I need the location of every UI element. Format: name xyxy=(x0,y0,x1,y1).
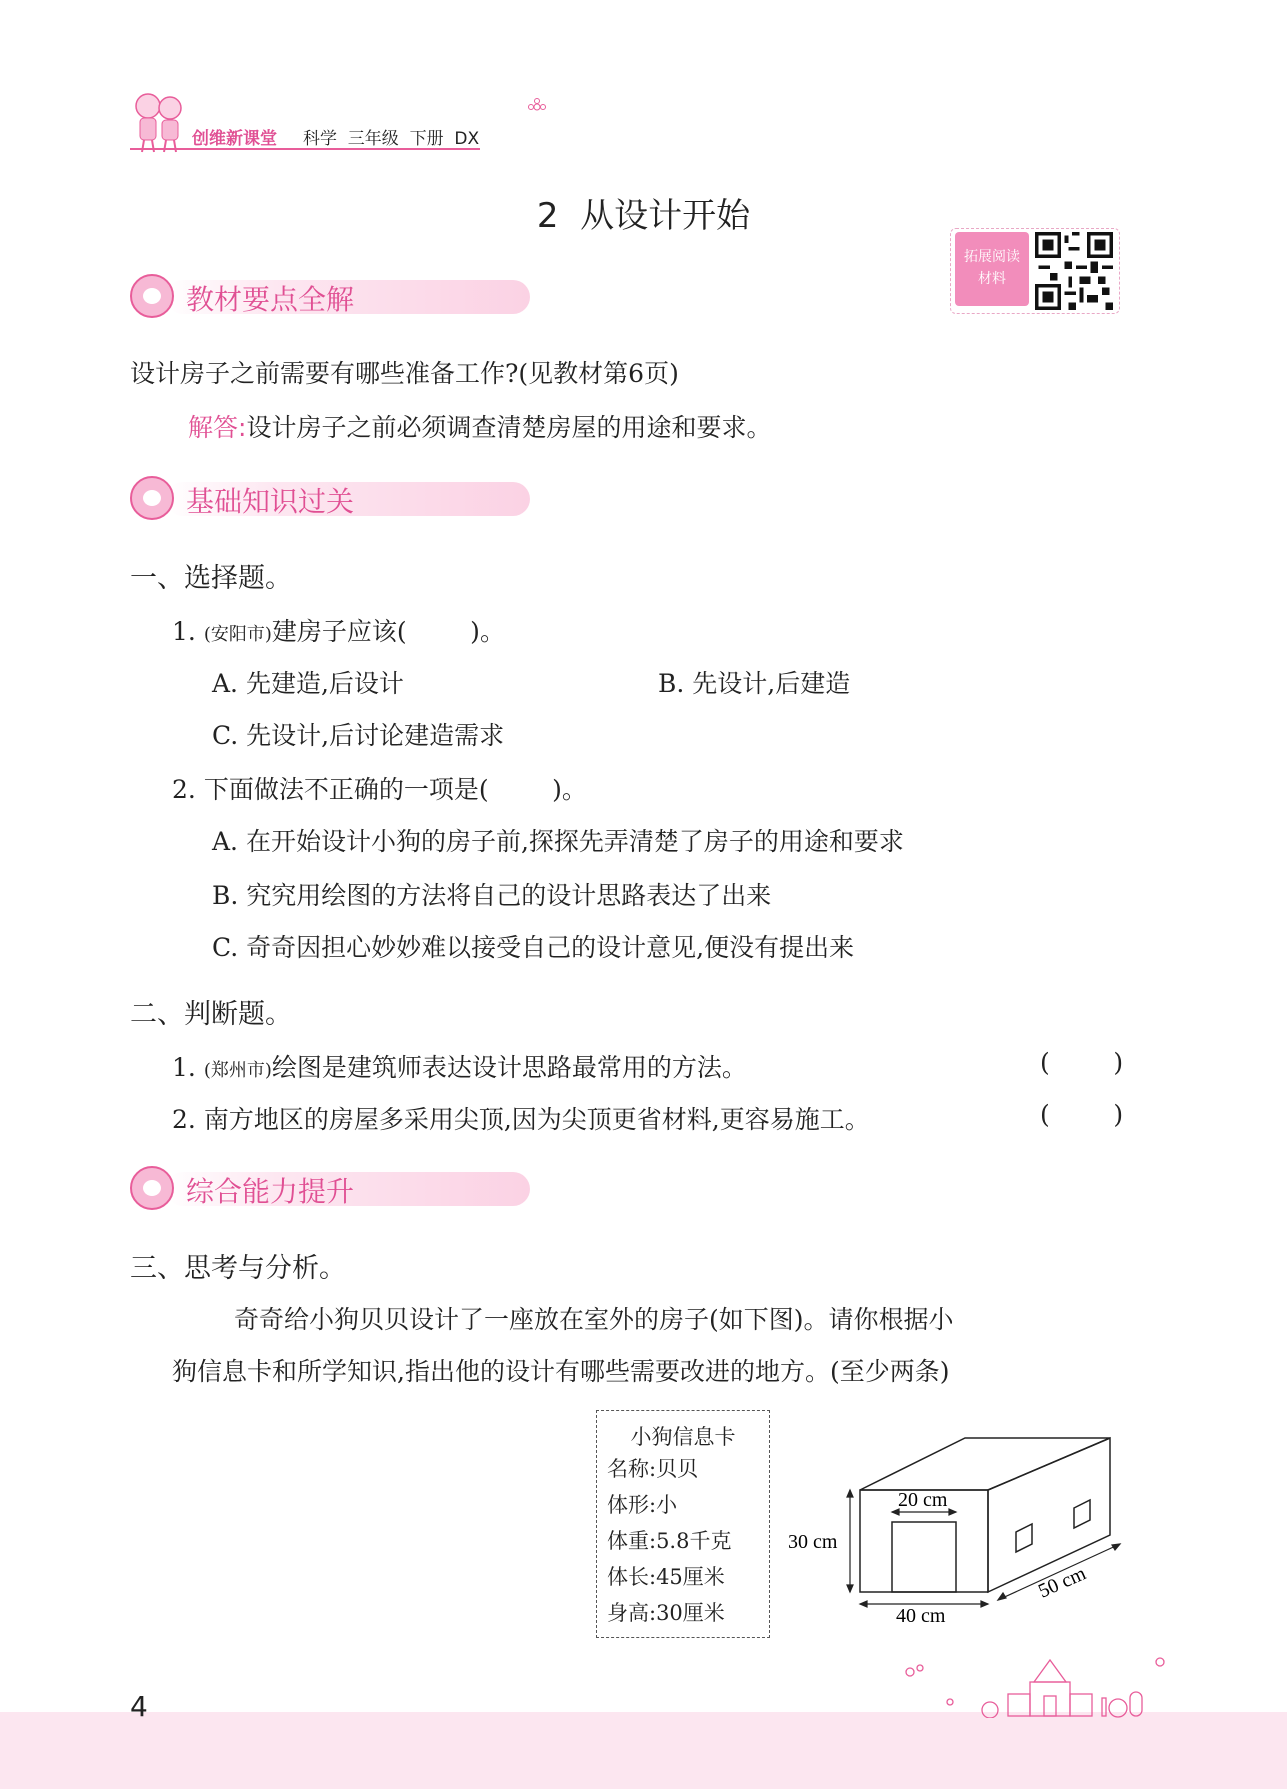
house-window-1 xyxy=(1016,1524,1032,1552)
mascot-icon xyxy=(130,1166,174,1210)
part2-heading: 二、判断题。 xyxy=(130,999,292,1030)
section-title: 教材要点全解 xyxy=(186,283,355,316)
card-line-length: 体长:45厘米 xyxy=(607,1565,725,1589)
house-side-face xyxy=(988,1438,1110,1592)
question-text: 建房子应该( )。 xyxy=(271,617,505,646)
header-meta: 科学 三年级 下册 DX xyxy=(303,129,480,149)
answer-text: 设计房子之前必须调查清楚房屋的用途和要求。 xyxy=(246,413,772,442)
question-2 xyxy=(172,770,587,806)
option-b[interactable]: B. 究究用绘图的方法将自己的设计思路表达了出来 xyxy=(212,881,772,910)
judge-question-2 xyxy=(172,1100,870,1136)
question-text: 南方地区的房屋多采用尖顶,因为尖顶更省材料,更容易施工。 xyxy=(203,1105,870,1134)
door-width-label: 20 cm xyxy=(898,1489,948,1511)
castle-decoration-icon xyxy=(890,1652,1170,1718)
card-line-height: 身高:30厘米 xyxy=(607,1601,725,1625)
key-answer xyxy=(188,408,771,444)
footer-band xyxy=(0,1712,1287,1789)
header-brand: 创维新课堂 xyxy=(192,129,277,149)
mascot-icon xyxy=(130,274,174,318)
house-top-face xyxy=(860,1438,1110,1490)
question-number: 2. xyxy=(172,775,196,804)
question-number: 1. xyxy=(172,1053,196,1082)
judge-question-1 xyxy=(172,1048,747,1084)
page-number: 4 xyxy=(130,1690,148,1723)
option-b[interactable]: B. 先设计,后建造 xyxy=(658,669,851,698)
card-line-size: 体形:小 xyxy=(607,1493,678,1517)
section-badge-basics xyxy=(130,476,540,522)
key-question: 设计房子之前需要有哪些准备工作?(见教材第6页) xyxy=(130,359,679,388)
dog-info-card xyxy=(596,1410,770,1638)
qr-label-line1: 拓展阅读 xyxy=(964,249,1020,265)
answer-paren[interactable]: ( ) xyxy=(1040,1100,1124,1129)
part1-heading: 一、选择题。 xyxy=(130,563,292,594)
part3-text-line2: 狗信息卡和所学知识,指出他的设计有哪些需要改进的地方。(至少两条) xyxy=(172,1357,950,1386)
question-text: 下面做法不正确的一项是( )。 xyxy=(203,775,587,804)
answer-paren[interactable]: ( ) xyxy=(1040,1048,1124,1077)
card-title: 小狗信息卡 xyxy=(630,1425,736,1449)
answer-label: 解答: xyxy=(188,413,247,442)
width-label: 40 cm xyxy=(896,1605,946,1627)
option-c[interactable]: C. 先设计,后讨论建造需求 xyxy=(212,721,505,750)
page-title: 2 从设计开始 xyxy=(536,196,751,236)
option-a[interactable]: A. 先建造,后设计 xyxy=(212,669,404,698)
card-line-name: 名称:贝贝 xyxy=(607,1457,699,1481)
height-label: 30 cm xyxy=(788,1531,838,1553)
question-text: 绘图是建筑师表达设计思路最常用的方法。 xyxy=(271,1053,747,1082)
card-line-weight: 体重:5.8千克 xyxy=(607,1529,732,1553)
question-number: 2. xyxy=(172,1105,196,1134)
qr-label-line2: 材料 xyxy=(978,271,1006,287)
section-title: 基础知识过关 xyxy=(186,485,355,518)
option-a[interactable]: A. 在开始设计小狗的房子前,探探先弄清楚了房子的用途和要求 xyxy=(212,827,904,856)
question-source: (郑州市) xyxy=(203,1060,272,1081)
house-door xyxy=(892,1522,956,1592)
header-mascot-illustration xyxy=(128,88,190,154)
question-number: 1. xyxy=(172,617,196,646)
option-c[interactable]: C. 奇奇因担心妙妙难以接受自己的设计意见,便没有提出来 xyxy=(212,933,855,962)
part3-heading: 三、思考与分析。 xyxy=(130,1253,346,1284)
part3-text-line1: 奇奇给小狗贝贝设计了一座放在室外的房子(如下图)。请你根据小 xyxy=(234,1305,954,1334)
question-source: (安阳市) xyxy=(203,624,272,645)
section-title: 综合能力提升 xyxy=(186,1175,355,1208)
mascot-icon xyxy=(130,476,174,520)
depth-label: 50 cm xyxy=(1035,1562,1090,1603)
flower-decoration-icon xyxy=(528,98,546,116)
house-window-2 xyxy=(1074,1500,1090,1528)
qr-code-icon[interactable] xyxy=(1035,232,1113,310)
dog-house-diagram xyxy=(780,1420,1140,1630)
question-1 xyxy=(172,612,505,648)
section-badge-key-points xyxy=(130,274,540,320)
qr-label xyxy=(955,232,1029,306)
section-badge-ability xyxy=(130,1166,540,1212)
